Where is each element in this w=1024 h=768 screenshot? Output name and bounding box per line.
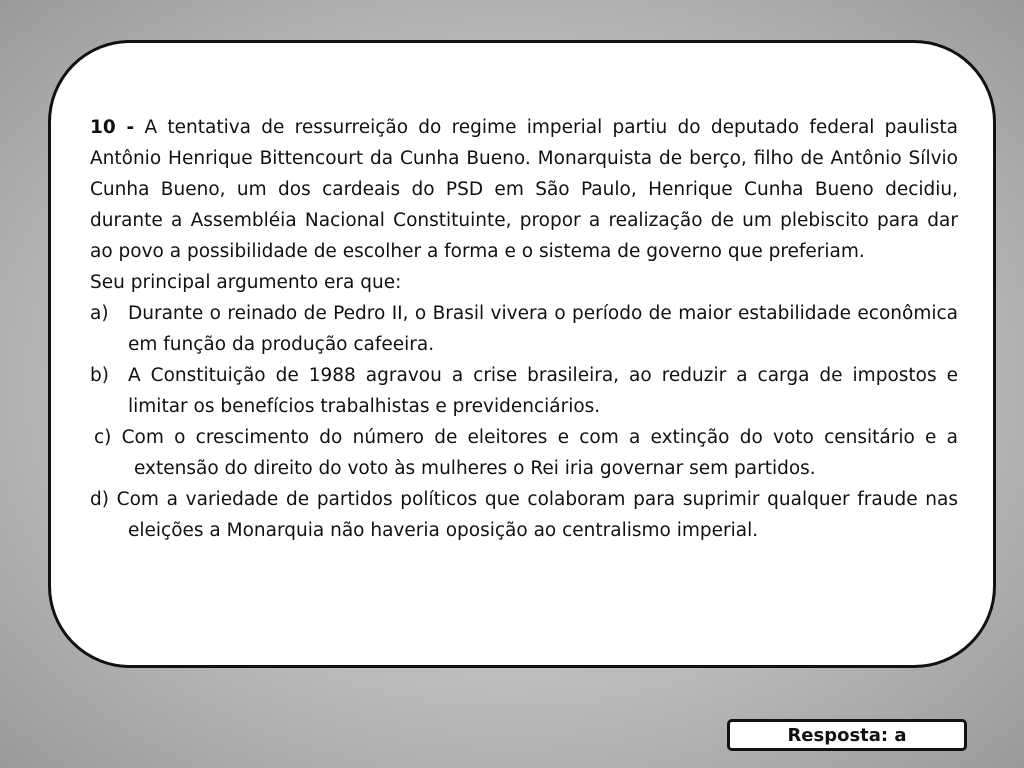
- option-c: [90, 422, 958, 484]
- answer-box: [727, 719, 967, 751]
- option-letter: b): [90, 365, 109, 386]
- question-prompt: Seu principal argumento era que:: [90, 272, 402, 293]
- option-text: Com a variedade de partidos políticos que colaboram para suprimir qualquer fraude nas eleições a Monarquia não haveria oposição ao centralismo imperial.: [116, 489, 958, 541]
- option-letter: a): [90, 303, 109, 324]
- option-text: Durante o reinado de Pedro II, o Brasil vivera o período de maior estabilidade econômica em função da produção cafeeira.: [128, 303, 958, 355]
- question-stem-paragraph: [90, 112, 958, 267]
- option-text: A Constituição de 1988 agravou a crise brasileira, ao reduzir a carga de impostos e limitar os benefícios trabalhistas e previdenciários.: [128, 365, 958, 417]
- question-stem: A tentativa de ressurreição do regime imperial partiu do deputado federal paulista Antônio Henrique Bittencourt da Cunha Bueno. Monarquista de berço, filho de Antônio Sílvio Cunha Bueno, um dos cardeais do PSD em São Paulo, Henrique Cunha Bueno decidiu, durante a Assembléia Nacional Constituinte, propor a realização de um plebiscito para dar ao povo a possibilidade de escolher a forma e o sistema de governo que preferiam.: [90, 117, 958, 262]
- option-letter: c): [94, 427, 112, 448]
- option-a: [90, 298, 958, 360]
- option-text: Com o crescimento do número de eleitores e com a extinção do voto censitário e a extensão do direito do voto às mulheres o Rei iria governar sem partidos.: [121, 427, 958, 479]
- option-b: [90, 360, 958, 422]
- question-number: 10 -: [90, 117, 135, 138]
- answer-label: Resposta: a: [787, 724, 907, 746]
- option-d: [90, 484, 958, 546]
- option-letter: d): [90, 489, 109, 510]
- options-list: [90, 298, 958, 546]
- question-block: [90, 112, 958, 546]
